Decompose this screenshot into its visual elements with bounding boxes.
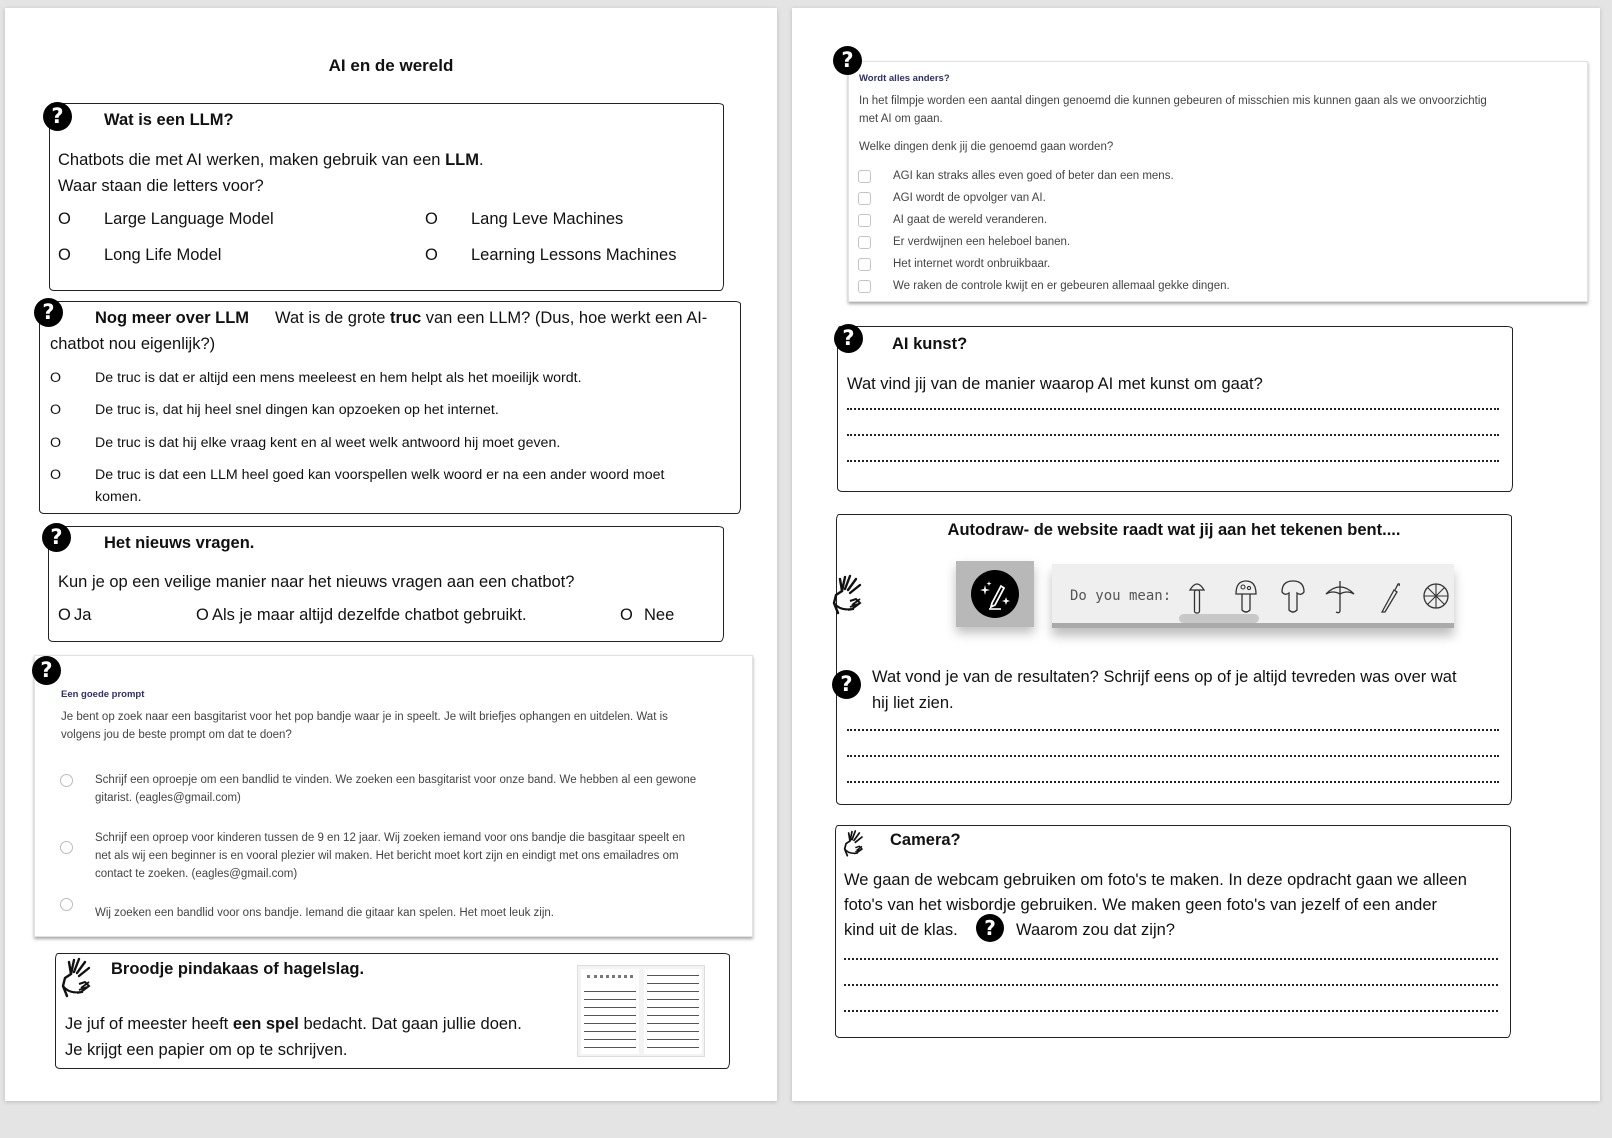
news-option[interactable]	[58, 606, 91, 625]
autodraw-toolbar	[947, 548, 1477, 650]
llm-more-question	[95, 305, 707, 331]
changes-option-checkbox[interactable]	[858, 258, 871, 271]
option-marker[interactable]: O	[58, 606, 71, 624]
umbrella-closed-suggestion-icon[interactable]	[1378, 578, 1402, 616]
prompt-option-text	[95, 904, 554, 922]
llm-question-intro	[58, 147, 484, 173]
changes-card-question: Welke dingen denk jij die genoemd gaan worden?	[859, 141, 1114, 153]
changes-option-checkbox[interactable]	[858, 170, 871, 183]
answer-line[interactable]	[844, 1010, 1498, 1012]
hand-icon	[59, 956, 95, 998]
llm-question-heading: Wat is een LLM?	[104, 111, 234, 129]
option-marker[interactable]: O	[50, 435, 62, 451]
suggestion-prompt-label: Do you mean:	[1070, 588, 1172, 604]
autodraw-followup-line2: hij liet zien.	[872, 694, 954, 712]
option-label: Large Language Model	[104, 210, 274, 228]
mushroom-spotted-suggestion-icon[interactable]	[1233, 578, 1259, 616]
art-question-text: Wat vind jij van de manier waarop AI met kunst om gaat?	[847, 375, 1263, 393]
question-icon: ?	[32, 656, 61, 685]
option-marker[interactable]: O	[58, 246, 71, 264]
llm-more-option[interactable]	[50, 399, 499, 421]
option-marker[interactable]: O	[196, 606, 209, 624]
answer-line[interactable]	[844, 958, 1498, 960]
option-label: Als je maar altijd dezelfde chatbot gebruikt.	[212, 606, 527, 624]
option-marker[interactable]: O	[425, 210, 438, 228]
option-label: De truc is, dat hij heel snel dingen kan opzoeken op het internet.	[95, 402, 499, 418]
option-label: Long Life Model	[104, 246, 222, 264]
option-label: Lang Leve Machines	[471, 210, 624, 228]
prompt-option-text	[95, 829, 685, 883]
changes-option-label: AGI kan straks alles even goed of beter dan een mens.	[893, 170, 1174, 182]
option-marker[interactable]: O	[50, 402, 62, 418]
camera-line2: foto's van het wisbordje gebruiken. We maken geen foto's van jezelf of een ander	[844, 896, 1438, 914]
option-line: Schrijf een oproep voor kinderen tussen de 9 en 12 jaar. Wij zoeken iemand voor ons bandje die basgitaar speelt en	[95, 832, 686, 844]
llm-more-option[interactable]	[50, 464, 664, 486]
prompt-card-text-line1: Je bent op zoek naar een basgitarist voor het pop bandje waar je in speelt. Je wilt briefjes ophangen en uitdelen. Wat is	[61, 711, 668, 723]
changes-option-label: AI gaat de wereld veranderen.	[893, 214, 1048, 226]
changes-option-checkbox[interactable]	[858, 214, 871, 227]
camera-line3: kind uit de klas.	[844, 921, 958, 939]
llm-more-option[interactable]	[50, 432, 560, 454]
answer-line[interactable]	[847, 460, 1499, 462]
worksheet-page-1	[5, 8, 777, 1101]
changes-option-checkbox[interactable]	[858, 236, 871, 249]
line-text: Je juf of meester heeft	[65, 1015, 233, 1033]
prompt-option-radio[interactable]	[60, 898, 73, 911]
llm-option[interactable]	[58, 246, 221, 265]
answer-line[interactable]	[847, 781, 1499, 783]
question-suffix: van een LLM? (Dus, hoe werkt een AI-	[421, 309, 708, 327]
sandwich-line1	[65, 1011, 522, 1037]
food-icons	[587, 975, 633, 982]
question-icon: ?	[833, 46, 862, 75]
prompt-option-radio[interactable]	[60, 774, 73, 787]
llm-more-option-continued: komen.	[95, 489, 142, 505]
changes-option-label: AGI wordt de opvolger van AI.	[893, 192, 1046, 204]
question-icon: ?	[832, 670, 861, 699]
thumbnail-sheet	[644, 969, 702, 1054]
answer-line[interactable]	[847, 729, 1499, 731]
thumbnail-sheet	[581, 969, 639, 1054]
autodraw-followup-line1: Wat vond je van de resultaten? Schrijf eens op of je altijd tevreden was over wat	[872, 668, 1457, 686]
suggestion-bar	[1052, 564, 1454, 628]
option-marker[interactable]: O	[50, 370, 62, 386]
worksheet-page-2	[792, 8, 1600, 1101]
intro-text: Chatbots die met AI werken, maken gebruik van een	[58, 151, 446, 169]
changes-card-text-line1: In het filmpje worden een aantal dingen genoemd die kunnen gebeuren of misschien mis kunnen gaan als we onvoorzichtig	[859, 95, 1487, 107]
changes-card-title: Wordt alles anders?	[859, 73, 950, 84]
llm-option[interactable]	[425, 246, 676, 265]
prompt-card-title: Een goede prompt	[61, 689, 145, 700]
llm-more-question-line2: chatbot nou eigenlijk?)	[50, 335, 216, 353]
option-marker[interactable]: O	[50, 467, 62, 483]
document-title: AI en de wereld	[328, 56, 454, 75]
changes-option-checkbox[interactable]	[858, 192, 871, 205]
camera-line1: We gaan de webcam gebruiken om foto's te maken. In deze opdracht gaan we alleen	[844, 871, 1467, 889]
news-option[interactable]	[620, 606, 674, 625]
option-line: net als wij een beginner is en vooral plezier wil maken. Het bericht moet kort zijn en eindigt met ons emailadres om	[95, 850, 679, 862]
option-marker[interactable]: O	[58, 210, 71, 228]
pencil-sparkle-icon	[971, 570, 1019, 618]
llm-option[interactable]	[58, 210, 274, 229]
prompt-option-text	[95, 771, 696, 807]
option-line: contact te zoeken. (eagles@gmail.com)	[95, 868, 298, 880]
worksheet-thumbnail	[577, 965, 705, 1057]
prompt-option-radio[interactable]	[60, 841, 73, 854]
llm-question-text: Waar staan die letters voor?	[58, 177, 264, 195]
prompt-card-text-line2: volgens jou de beste prompt om dat te doen?	[61, 729, 292, 741]
changes-option-label: Het internet wordt onbruikbaar.	[893, 258, 1051, 270]
intro-bold: LLM	[445, 151, 479, 169]
autodraw-circle	[971, 570, 1019, 618]
autodraw-heading: Autodraw- de website raadt wat jij aan het tekenen bent....	[947, 521, 1401, 539]
answer-line[interactable]	[847, 408, 1499, 410]
umbrella-open-suggestion-icon[interactable]	[1324, 578, 1356, 616]
question-icon: ?	[43, 102, 72, 131]
option-label: De truc is dat hij elke vraag kent en al weet welk antwoord hij moet geven.	[95, 435, 561, 451]
mushroom-suggestion-icon[interactable]	[1279, 578, 1307, 616]
option-line: Wij zoeken een bandlid voor ons bandje. Iemand die gitaar kan spelen. Het moet leuk zijn.	[95, 907, 554, 919]
question-bold: truc	[389, 309, 422, 327]
option-label: De truc is dat een LLM heel goed kan voorspellen welk woord er na een ander woord moet	[95, 467, 665, 483]
option-label: De truc is dat er altijd een mens meeleest en hem helpt als het moeilijk wordt.	[95, 370, 582, 386]
question-icon: ?	[976, 914, 1004, 942]
lollipop-suggestion-icon[interactable]	[1186, 578, 1208, 616]
news-question-text: Kun je op een veilige manier naar het nieuws vragen aan een chatbot?	[58, 573, 575, 591]
option-label: Nee	[644, 606, 675, 624]
sandwich-heading: Broodje pindakaas of hagelslag.	[111, 960, 365, 978]
autodraw-button[interactable]	[956, 561, 1034, 627]
question-text: Wat is de grote	[275, 309, 390, 327]
option-marker[interactable]: O	[425, 246, 438, 264]
hand-icon	[830, 573, 866, 615]
option-marker[interactable]: O	[620, 606, 633, 624]
line-suffix: bedacht. Dat gaan jullie doen.	[298, 1015, 522, 1033]
answer-line[interactable]	[847, 755, 1499, 757]
changes-card-text-line2: met AI om gaan.	[859, 113, 943, 125]
question-icon: ?	[42, 523, 71, 552]
news-option[interactable]	[196, 606, 527, 625]
question-icon: ?	[34, 298, 63, 327]
answer-line[interactable]	[844, 984, 1498, 986]
llm-more-option[interactable]	[50, 367, 582, 389]
news-question-heading: Het nieuws vragen.	[104, 534, 255, 552]
changes-option-label: We raken de controle kwijt en er gebeuren allemaal gekke dingen.	[893, 280, 1230, 292]
option-line: gitarist. (eagles@gmail.com)	[95, 792, 241, 804]
sandwich-line2: Je krijgt een papier om op te schrijven.	[65, 1041, 348, 1059]
answer-line[interactable]	[847, 434, 1499, 436]
option-label: Ja	[74, 606, 92, 624]
intro-suffix: .	[478, 151, 484, 169]
changes-option-label: Er verdwijnen een heleboel banen.	[893, 236, 1071, 248]
line-bold: een spel	[232, 1015, 299, 1033]
changes-option-checkbox[interactable]	[858, 280, 871, 293]
llm-option[interactable]	[425, 210, 623, 229]
camera-question: Waarom zou dat zijn?	[1016, 921, 1175, 939]
wheel-suggestion-icon[interactable]	[1420, 578, 1452, 616]
question-icon: ?	[834, 324, 863, 353]
camera-heading: Camera?	[890, 831, 961, 849]
art-question-heading: AI kunst?	[892, 335, 968, 353]
option-label: Learning Lessons Machines	[471, 246, 677, 264]
llm-more-heading: Nog meer over LLM	[95, 309, 250, 327]
option-line: Schrijf een oproepje om een bandlid te vinden. We zoeken een basgitarist voor onze band. We hebben al een gewone	[95, 774, 697, 786]
hand-icon	[842, 828, 866, 858]
